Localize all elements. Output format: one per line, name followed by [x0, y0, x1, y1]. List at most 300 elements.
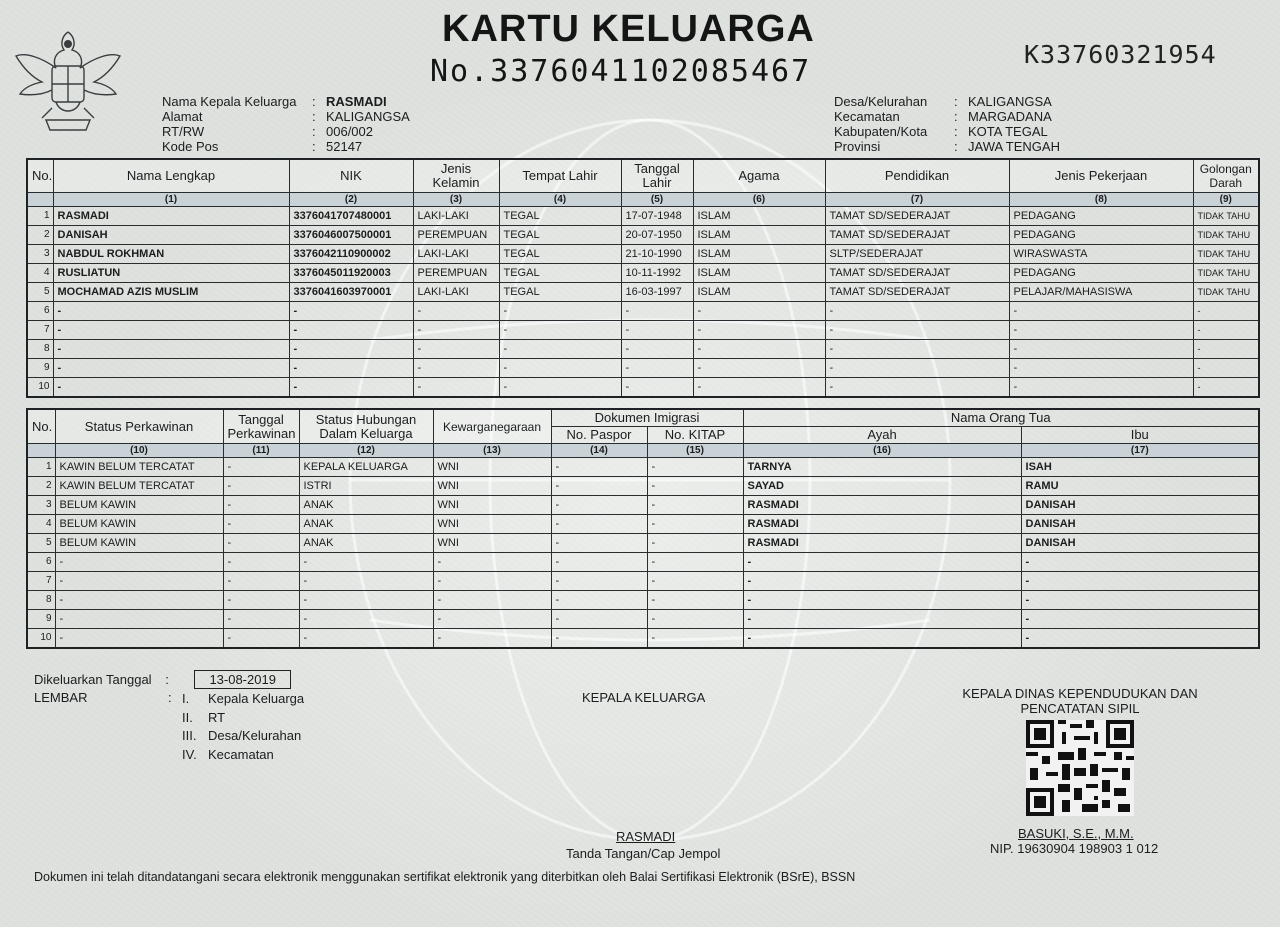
row-number: 3	[27, 245, 53, 264]
table-cell: RASMADI	[743, 534, 1021, 553]
column-header: Jenis Kelamin	[413, 159, 499, 193]
table-cell: -	[621, 340, 693, 359]
document-title: KARTU KELUARGA	[442, 8, 815, 50]
header-row	[834, 139, 1060, 154]
table-row	[27, 378, 1259, 398]
row-number: 1	[27, 207, 53, 226]
row-number: 3	[27, 496, 55, 515]
column-header: Tempat Lahir	[499, 159, 621, 193]
table-cell: -	[433, 610, 551, 629]
table-cell: -	[53, 340, 289, 359]
table-header-row	[27, 409, 1259, 427]
row-number: 6	[27, 553, 55, 572]
table-cell: TAMAT SD/SEDERAJAT	[825, 226, 1009, 245]
table-cell: -	[499, 359, 621, 378]
table-cell: ISLAM	[693, 245, 825, 264]
column-number	[27, 444, 55, 458]
lembar-text: Kepala Keluarga	[208, 691, 305, 706]
column-header: Golongan Darah	[1193, 159, 1259, 193]
table-cell: -	[1009, 359, 1193, 378]
table-cell: -	[551, 629, 647, 649]
table-cell: ISAH	[1021, 458, 1259, 477]
table-row	[27, 591, 1259, 610]
lembar-num: I.	[182, 691, 190, 706]
header-row	[162, 139, 410, 154]
column-header: Nama Orang Tua	[743, 409, 1259, 427]
table-cell: ISLAM	[693, 264, 825, 283]
column-number: (1)	[53, 193, 289, 207]
kepala-keluarga-name: RASMADI	[616, 829, 676, 844]
table-cell: PEDAGANG	[1009, 226, 1193, 245]
garuda-emblem-icon	[12, 22, 124, 142]
table-cell: -	[223, 515, 299, 534]
lembar-num: II.	[182, 709, 193, 725]
table-cell: -	[55, 572, 223, 591]
table-cell: -	[223, 534, 299, 553]
table-row	[27, 458, 1259, 477]
table-cell: LAKI-LAKI	[413, 283, 499, 302]
table-cell: SLTP/SEDERAJAT	[825, 245, 1009, 264]
header-value: KALIGANGSA	[968, 94, 1052, 109]
table-cell: -	[433, 572, 551, 591]
table-row	[27, 302, 1259, 321]
separator: :	[954, 94, 958, 109]
table-cell: TAMAT SD/SEDERAJAT	[825, 264, 1009, 283]
header-label: Kode Pos	[162, 139, 219, 154]
column-header: Tanggal Lahir	[621, 159, 693, 193]
column-number: (8)	[1009, 193, 1193, 207]
header-label: Desa/Kelurahan	[834, 94, 928, 109]
table-cell: -	[551, 553, 647, 572]
table-row	[27, 207, 1259, 226]
table-cell: 17-07-1948	[621, 207, 693, 226]
table-cell: WNI	[433, 496, 551, 515]
table-cell: -	[499, 302, 621, 321]
column-header: Status Hubungan Dalam Keluarga	[299, 409, 433, 444]
table-cell: -	[1193, 321, 1259, 340]
row-number: 2	[27, 477, 55, 496]
table-cell: -	[1009, 321, 1193, 340]
table-cell: -	[55, 610, 223, 629]
table-cell: NABDUL ROKHMAN	[53, 245, 289, 264]
table-cell: TAMAT SD/SEDERAJAT	[825, 283, 1009, 302]
table-cell: TIDAK TAHU	[1193, 207, 1259, 226]
table-cell: DANISAH	[1021, 534, 1259, 553]
row-number: 10	[27, 629, 55, 649]
table-cell: -	[55, 629, 223, 649]
lembar-item	[182, 709, 304, 728]
table-cell: ANAK	[299, 496, 433, 515]
row-number: 9	[27, 610, 55, 629]
table-cell: -	[647, 629, 743, 649]
table-cell: -	[499, 321, 621, 340]
header-value: 006/002	[326, 124, 373, 139]
header-row	[834, 94, 1060, 109]
table-cell: -	[55, 553, 223, 572]
row-number: 1	[27, 458, 55, 477]
column-number: (4)	[499, 193, 621, 207]
column-number: (10)	[55, 444, 223, 458]
table-cell: PEREMPUAN	[413, 264, 499, 283]
header-value: JAWA TENGAH	[968, 139, 1060, 154]
table-cell: -	[223, 496, 299, 515]
table-cell: -	[1193, 302, 1259, 321]
lembar-text: Kecamatan	[208, 746, 274, 762]
dinas-title-line: KEPALA DINAS KEPENDUDUKAN DAN	[962, 686, 1198, 701]
serial-number: K33760321954	[1024, 40, 1217, 69]
table-cell: -	[647, 553, 743, 572]
table-cell: -	[647, 458, 743, 477]
signature-caption: Tanda Tangan/Cap Jempol	[566, 846, 721, 861]
table-cell: ANAK	[299, 534, 433, 553]
table-cell: WNI	[433, 477, 551, 496]
table-cell: -	[647, 534, 743, 553]
table-cell: -	[743, 610, 1021, 629]
table-row	[27, 264, 1259, 283]
table-cell: 20-07-1950	[621, 226, 693, 245]
table-cell: WIRASWASTA	[1009, 245, 1193, 264]
table-cell: -	[551, 496, 647, 515]
lembar-num: IV.	[182, 746, 197, 762]
column-header: NIK	[289, 159, 413, 193]
table-cell: LAKI-LAKI	[413, 245, 499, 264]
table-cell: -	[743, 629, 1021, 649]
table-cell: -	[299, 610, 433, 629]
table-cell: -	[693, 302, 825, 321]
table-cell: RUSLIATUN	[53, 264, 289, 283]
table-cell: -	[433, 553, 551, 572]
header-right	[834, 94, 1060, 154]
row-number: 10	[27, 378, 53, 398]
column-header: No. KITAP	[647, 427, 743, 444]
table-cell: ISTRI	[299, 477, 433, 496]
column-header: No.	[27, 159, 53, 193]
table-cell: BELUM KAWIN	[55, 534, 223, 553]
table-cell: -	[647, 477, 743, 496]
table-cell: KAWIN BELUM TERCATAT	[55, 458, 223, 477]
table-row	[27, 245, 1259, 264]
header-label: RT/RW	[162, 124, 205, 139]
table-row	[27, 226, 1259, 245]
column-header: Status Perkawinan	[55, 409, 223, 444]
table-cell: -	[551, 572, 647, 591]
table-cell: -	[825, 302, 1009, 321]
issued-date-block	[34, 670, 291, 689]
table-cell: -	[647, 515, 743, 534]
column-header: Ibu	[1021, 427, 1259, 444]
table-cell: LAKI-LAKI	[413, 207, 499, 226]
table-row	[27, 515, 1259, 534]
column-header: Dokumen Imigrasi	[551, 409, 743, 427]
table-row	[27, 477, 1259, 496]
table-cell: -	[621, 359, 693, 378]
dinas-name: BASUKI, S.E., M.M.	[1018, 826, 1134, 841]
column-number: (7)	[825, 193, 1009, 207]
table-cell: -	[223, 610, 299, 629]
table-cell: TIDAK TAHU	[1193, 245, 1259, 264]
table-cell: 3376042110900002	[289, 245, 413, 264]
table-cell: RASMADI	[743, 496, 1021, 515]
table-cell: -	[825, 378, 1009, 398]
table-cell: -	[551, 458, 647, 477]
table-cell: TIDAK TAHU	[1193, 264, 1259, 283]
column-number: (12)	[299, 444, 433, 458]
column-number: (14)	[551, 444, 647, 458]
table-cell: KAWIN BELUM TERCATAT	[55, 477, 223, 496]
table-cell: -	[1021, 591, 1259, 610]
header-value: KOTA TEGAL	[968, 124, 1048, 139]
lembar-item	[182, 690, 304, 709]
header-label: Kecamatan	[834, 109, 900, 124]
table-cell: TAMAT SD/SEDERAJAT	[825, 207, 1009, 226]
row-number: 7	[27, 572, 55, 591]
table-cell: -	[289, 359, 413, 378]
table-row	[27, 534, 1259, 553]
lembar-text: Desa/Kelurahan	[208, 728, 302, 743]
table-cell: ANAK	[299, 515, 433, 534]
column-number: (3)	[413, 193, 499, 207]
header-label: Provinsi	[834, 139, 881, 154]
table-cell: TIDAK TAHU	[1193, 226, 1259, 245]
table-cell: KEPALA KELUARGA	[299, 458, 433, 477]
table-cell: -	[289, 340, 413, 359]
table-cell: -	[433, 591, 551, 610]
table-cell: -	[743, 591, 1021, 610]
header-label: Nama Kepala Keluarga	[162, 94, 297, 109]
header-label: Alamat	[162, 109, 203, 124]
table-cell: -	[621, 321, 693, 340]
table-cell: 3376041603970001	[289, 283, 413, 302]
table-cell: -	[223, 591, 299, 610]
separator: :	[312, 109, 316, 124]
table-cell: -	[825, 340, 1009, 359]
table-cell: -	[1193, 359, 1259, 378]
row-number: 7	[27, 321, 53, 340]
table-cell: -	[647, 572, 743, 591]
table-cell: PEDAGANG	[1009, 207, 1193, 226]
table-cell: -	[433, 629, 551, 649]
kk-number: No.3376041102085467	[430, 54, 812, 89]
table-cell: 3376041707480001	[289, 207, 413, 226]
column-number: (13)	[433, 444, 551, 458]
table-row	[27, 340, 1259, 359]
table-row	[27, 610, 1259, 629]
lembar-separator: :	[168, 690, 172, 705]
header-value: RASMADI	[326, 94, 387, 109]
marital-status-table	[26, 408, 1260, 649]
table-cell: -	[289, 302, 413, 321]
table-row	[27, 321, 1259, 340]
table-cell: -	[53, 321, 289, 340]
table-cell: 16-03-1997	[621, 283, 693, 302]
column-number: (5)	[621, 193, 693, 207]
table-cell: -	[223, 629, 299, 649]
column-number-row	[27, 444, 1259, 458]
table-cell: -	[53, 359, 289, 378]
header-row	[834, 124, 1060, 139]
header-value: 52147	[326, 139, 363, 154]
table-cell: RAMU	[1021, 477, 1259, 496]
separator: :	[165, 672, 169, 687]
header-row	[834, 109, 1060, 124]
column-header: No. Paspor	[551, 427, 647, 444]
row-number: 4	[27, 264, 53, 283]
column-number: (2)	[289, 193, 413, 207]
table-cell: -	[743, 553, 1021, 572]
table-cell: -	[1009, 340, 1193, 359]
table-cell: PEDAGANG	[1009, 264, 1193, 283]
table-cell: TIDAK TAHU	[1193, 283, 1259, 302]
table-cell: 3376046007500001	[289, 226, 413, 245]
table-cell: -	[1193, 340, 1259, 359]
table-cell: -	[1021, 610, 1259, 629]
column-header: Ayah	[743, 427, 1021, 444]
table-row	[27, 496, 1259, 515]
row-number: 5	[27, 283, 53, 302]
table-cell: -	[551, 591, 647, 610]
separator: :	[312, 124, 316, 139]
table-cell: -	[299, 553, 433, 572]
table-cell: -	[223, 572, 299, 591]
header-row	[162, 124, 410, 139]
table-row	[27, 572, 1259, 591]
family-members-table	[26, 158, 1260, 398]
column-header: No.	[27, 409, 55, 444]
issued-label: Dikeluarkan Tanggal	[34, 672, 152, 687]
lembar-num: III.	[182, 728, 197, 743]
lembar-text: RT	[208, 709, 226, 725]
table-cell: TEGAL	[499, 226, 621, 245]
table-cell: -	[53, 302, 289, 321]
table-cell: WNI	[433, 534, 551, 553]
table-cell: -	[647, 496, 743, 515]
column-number: (16)	[743, 444, 1021, 458]
kepala-keluarga-title: KEPALA KELUARGA	[582, 690, 706, 705]
table-cell: -	[825, 321, 1009, 340]
column-header: Pendidikan	[825, 159, 1009, 193]
issued-date: 13-08-2019	[194, 670, 291, 689]
table-cell: RASMADI	[743, 515, 1021, 534]
column-number: (11)	[223, 444, 299, 458]
column-header: Jenis Pekerjaan	[1009, 159, 1193, 193]
lembar-label: LEMBAR	[34, 690, 88, 705]
table-cell: -	[223, 458, 299, 477]
table-cell: SAYAD	[743, 477, 1021, 496]
row-number: 6	[27, 302, 53, 321]
table-cell: ISLAM	[693, 283, 825, 302]
dinas-title-line: PENCATATAN SIPIL	[1020, 701, 1140, 716]
table-cell: PELAJAR/MAHASISWA	[1009, 283, 1193, 302]
table-row	[27, 283, 1259, 302]
column-header: Kewarganegaraan	[433, 409, 551, 444]
table-cell: -	[289, 321, 413, 340]
table-cell: 21-10-1990	[621, 245, 693, 264]
column-header: Nama Lengkap	[53, 159, 289, 193]
table-cell: BELUM KAWIN	[55, 515, 223, 534]
header-row	[162, 109, 410, 124]
table-cell: RASMADI	[53, 207, 289, 226]
table-cell: -	[299, 572, 433, 591]
table-cell: PEREMPUAN	[413, 226, 499, 245]
separator: :	[312, 139, 316, 154]
row-number: 8	[27, 591, 55, 610]
table-cell: -	[1021, 572, 1259, 591]
table-cell: -	[289, 378, 413, 398]
table-cell: -	[1021, 553, 1259, 572]
column-number	[27, 193, 53, 207]
table-cell: -	[647, 591, 743, 610]
table-cell: -	[621, 302, 693, 321]
row-number: 9	[27, 359, 53, 378]
table-cell: 10-11-1992	[621, 264, 693, 283]
column-number: (9)	[1193, 193, 1259, 207]
dinas-nip: NIP. 19630904 198903 1 012	[990, 841, 1159, 856]
table-cell: BELUM KAWIN	[55, 496, 223, 515]
table-cell: -	[413, 378, 499, 398]
header-value: KALIGANGSA	[326, 109, 410, 124]
table-cell: DANISAH	[1021, 496, 1259, 515]
table-row	[27, 629, 1259, 649]
table-cell: TEGAL	[499, 207, 621, 226]
table-cell: -	[693, 359, 825, 378]
table-header-row	[27, 159, 1259, 193]
header-value: MARGADANA	[968, 109, 1052, 124]
table-cell: 3376045011920003	[289, 264, 413, 283]
table-cell: WNI	[433, 515, 551, 534]
table-cell: -	[1009, 378, 1193, 398]
dinas-title	[960, 686, 1200, 716]
row-number: 4	[27, 515, 55, 534]
table-cell: DANISAH	[1021, 515, 1259, 534]
row-number: 8	[27, 340, 53, 359]
table-cell: -	[499, 340, 621, 359]
table-cell: WNI	[433, 458, 551, 477]
table-row	[27, 359, 1259, 378]
table-cell: -	[693, 340, 825, 359]
table-cell: -	[53, 378, 289, 398]
column-header: Tanggal Perkawinan	[223, 409, 299, 444]
table-cell: TEGAL	[499, 264, 621, 283]
table-cell: TEGAL	[499, 283, 621, 302]
table-cell: -	[413, 302, 499, 321]
table-cell: DANISAH	[53, 226, 289, 245]
table-cell: -	[413, 321, 499, 340]
table-cell: -	[1021, 629, 1259, 649]
column-header: Agama	[693, 159, 825, 193]
table-cell: -	[413, 359, 499, 378]
lembar-item	[182, 746, 304, 765]
table-cell: -	[743, 572, 1021, 591]
table-cell: -	[223, 477, 299, 496]
separator: :	[954, 124, 958, 139]
table-cell: -	[621, 378, 693, 398]
table-cell: -	[499, 378, 621, 398]
table-cell: -	[299, 591, 433, 610]
column-number: (17)	[1021, 444, 1259, 458]
table-row	[27, 553, 1259, 572]
table-cell: -	[413, 340, 499, 359]
column-number: (6)	[693, 193, 825, 207]
header-left	[162, 94, 410, 154]
column-number: (15)	[647, 444, 743, 458]
table-cell: -	[647, 610, 743, 629]
row-number: 5	[27, 534, 55, 553]
row-number: 2	[27, 226, 53, 245]
table-cell: MOCHAMAD AZIS MUSLIM	[53, 283, 289, 302]
lembar-list	[182, 690, 304, 764]
table-cell: -	[825, 359, 1009, 378]
table-cell: TEGAL	[499, 245, 621, 264]
